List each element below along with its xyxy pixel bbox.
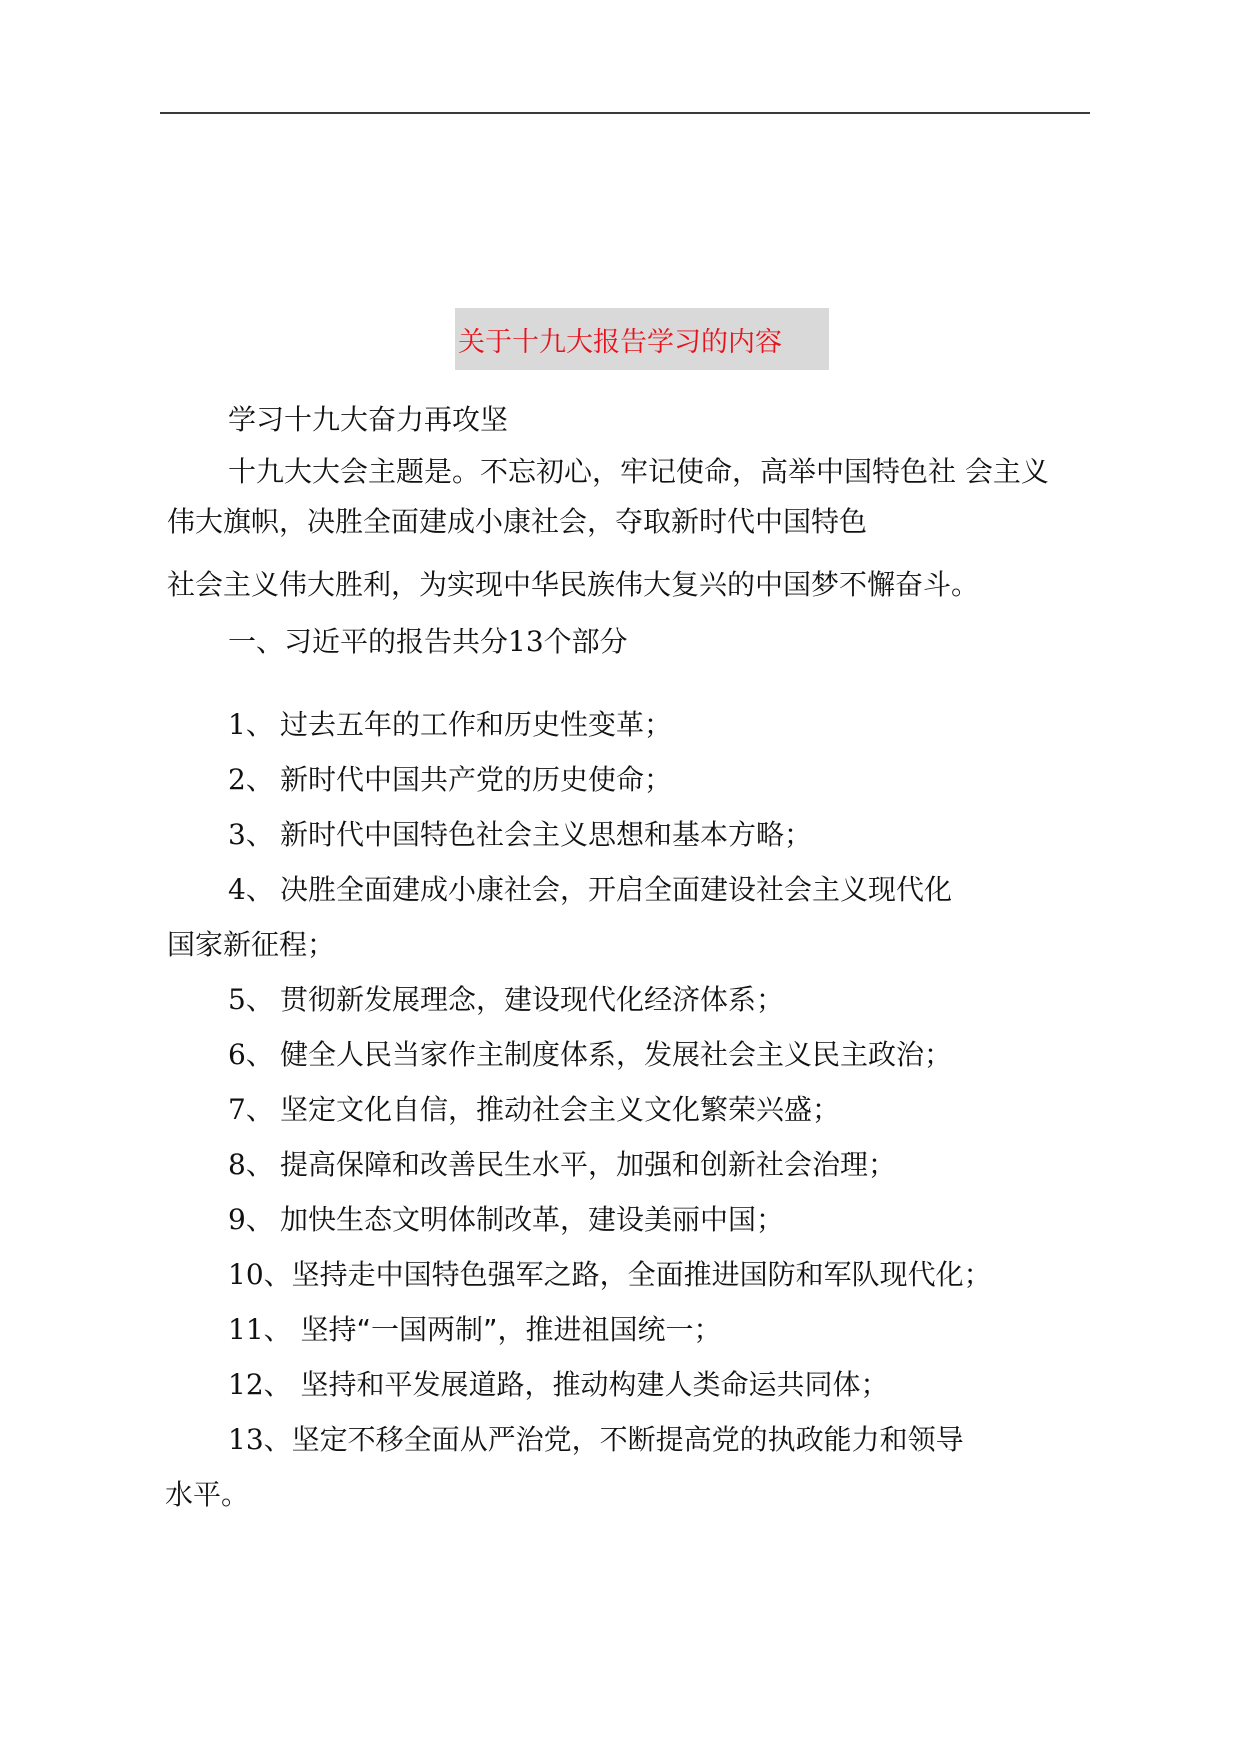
list-item-number: 4、 (228, 873, 274, 906)
list-item-text: 坚定不移全面从严治党，不断提高党的执政能力和领导 (291, 1423, 964, 1456)
list-item (228, 1146, 896, 1184)
list-item-text: 加快生态文明体制改革，建设美丽中国； (280, 1203, 785, 1236)
list-item-number: 6、 (228, 1038, 274, 1071)
list-item (228, 1421, 964, 1459)
list-item-number: 2、 (228, 763, 274, 796)
list-item (228, 1201, 784, 1239)
list-item-text: 坚持和平发展道路，推动构建人类命运共同体； (291, 1368, 889, 1401)
list-item-number: 10、 (228, 1258, 292, 1291)
list-item-number: 5、 (228, 983, 274, 1016)
list-item (228, 1091, 840, 1129)
list-item (228, 816, 812, 854)
list-item-text: 坚持“一国两制”，推进祖国统一； (291, 1313, 722, 1346)
theme-line-1: 十九大大会主题是。不忘初心，牢记使命，高举中国特色社 会主义 (228, 455, 1049, 488)
list-item-number: 9、 (228, 1203, 274, 1236)
list-item-text: 提高保障和改善民生水平，加强和创新社会治理； (280, 1148, 897, 1181)
list-item-number: 3、 (228, 818, 274, 851)
document-title: 关于十九大报告学习的内容 (458, 327, 782, 358)
list-item (228, 761, 672, 799)
list-item (228, 1366, 889, 1404)
list-item-continuation: 国家新征程； (167, 928, 336, 961)
list-item-text: 坚持走中国特色强军之路，全面推进国防和军队现代化； (291, 1258, 992, 1291)
list-item-text: 决胜全面建成小康社会，开启全面建设社会主义现代化 (280, 873, 953, 906)
list-item-number: 7、 (228, 1093, 274, 1126)
list-item-number: 11、 (228, 1313, 292, 1346)
theme-line-3: 社会主义伟大胜利，为实现中华民族伟大复兴的中国梦不懈奋斗。 (167, 568, 980, 601)
section-heading (228, 623, 628, 661)
list-item-text: 新时代中国特色社会主义思想和基本方略； (280, 818, 813, 851)
list-item-text: 健全人民当家作主制度体系，发展社会主义民主政治； (280, 1038, 953, 1071)
theme-line-2: 伟大旗帜，决胜全面建成小康社会，夺取新时代中国特色 (167, 505, 868, 538)
list-item-number: 13、 (228, 1423, 292, 1456)
list-item-text: 坚定文化自信，推动社会主义文化繁荣兴盛； (280, 1093, 841, 1126)
list-item (228, 981, 784, 1019)
subtitle: 学习十九大奋力再攻坚 (228, 403, 509, 436)
list-item (228, 1311, 722, 1349)
list-item-text: 贯彻新发展理念，建设现代化经济体系； (280, 983, 785, 1016)
section-heading-number: 13 (508, 625, 544, 658)
section-heading-suffix: 个部分 (543, 625, 628, 658)
list-item (228, 1256, 992, 1294)
list-item-text: 新时代中国共产党的历史使命； (280, 763, 673, 796)
list-item-number: 1、 (228, 708, 274, 741)
list-item (228, 1036, 952, 1074)
list-item (228, 706, 672, 744)
list-item-continuation: 水平。 (165, 1478, 250, 1511)
header-rule (160, 112, 1090, 114)
list-item-text: 过去五年的工作和历史性变革； (280, 708, 673, 741)
section-heading-prefix: 一、习近平的报告共分 (228, 625, 509, 658)
list-item (228, 871, 952, 909)
list-item-number: 8、 (228, 1148, 274, 1181)
list-item-number: 12、 (228, 1368, 292, 1401)
